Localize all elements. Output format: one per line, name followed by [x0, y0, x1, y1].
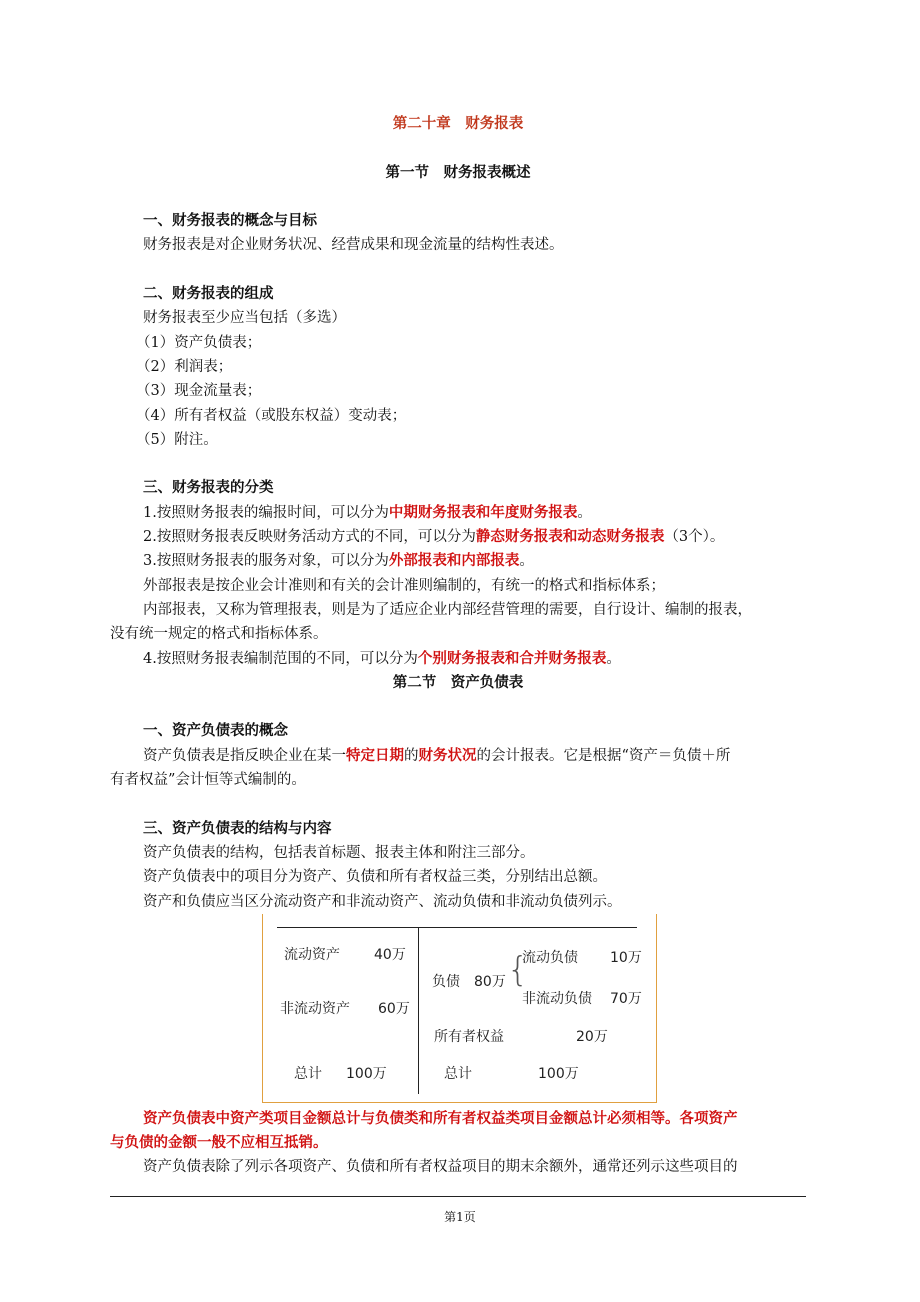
paragraph [110, 744, 806, 768]
assets-total-label: 总计 [294, 1065, 322, 1082]
highlight: 中期财务报表和年度财务报表 [388, 504, 578, 521]
paragraph: 财务报表是对企业财务状况、经营成果和现金流量的结构性表述。 [143, 237, 564, 254]
heading: 一、资产负债表的概念 [143, 723, 288, 740]
list-item: （1）资产负债表； [136, 334, 262, 351]
highlight: 个别财务报表和合并财务报表 [417, 650, 607, 667]
text: 的会计报表。它是根据“资产＝负债＋所 [476, 747, 731, 764]
equity-value: 20万 [576, 1028, 608, 1045]
heading: 三、资产负债表的结构与内容 [143, 820, 332, 837]
noncurrent-assets-label: 非流动资产 [280, 1000, 350, 1017]
text: 的 [404, 747, 419, 764]
noncurrent-liab-label: 非流动负债 [522, 990, 592, 1007]
chapter-title: 第二十章 财务报表 [392, 116, 524, 132]
emphasis-paragraph: 资产负债表中资产类项目金额总计与负债类和所有者权益类项目金额总计必须相等。各项资产 [143, 1110, 738, 1127]
list-item: （4）所有者权益（或股东权益）变动表； [136, 407, 407, 424]
current-assets-value: 40万 [374, 946, 406, 963]
paragraph-continued: 有者权益”会计恒等式编制的。 [110, 772, 306, 789]
highlight: 外部报表和内部报表 [388, 553, 520, 570]
current-assets-label: 流动资产 [284, 946, 340, 963]
brace-icon: { [507, 949, 529, 990]
paragraph: 资产负债表中的项目分为资产、负债和所有者权益三类，分别结出总额。 [143, 869, 607, 886]
section-title: 第一节 财务报表概述 [385, 164, 531, 181]
paragraph-continued: 没有统一规定的格式和指标体系。 [110, 626, 328, 643]
heading: 二、财务报表的组成 [143, 286, 274, 303]
paragraph: 财务报表至少应当包括（多选） [143, 310, 346, 327]
paragraph: 资产负债表除了列示各项资产、负债和所有者权益项目的期末余额外，通常还列示这些项目的 [143, 1159, 738, 1176]
current-liab-value: 10万 [610, 949, 642, 966]
highlight: 特定日期 [346, 747, 404, 764]
liabilities-value: 80万 [474, 973, 506, 990]
paragraph: 资产和负债应当区分流动资产和非流动资产、流动负债和非流动负债列示。 [143, 893, 622, 910]
equity-label: 所有者权益 [434, 1028, 504, 1045]
text: 2.按照财务报表反映财务活动方式的不同，可以分为 [143, 529, 476, 546]
highlight: 财务状况 [418, 747, 477, 764]
text: 资产负债表是指反映企业在某一 [143, 747, 346, 764]
emphasis-paragraph-continued: 与负债的金额一般不应相互抵销。 [110, 1135, 328, 1152]
paragraph: 内部报表，又称为管理报表，则是为了适应企业内部经营管理的需要，自行设计、编制的报表， [143, 601, 752, 618]
text: 。 [606, 650, 621, 667]
highlight: 静态财务报表和动态财务报表 [475, 529, 665, 546]
list-item: （2）利润表； [136, 358, 233, 375]
noncurrent-liab-value: 70万 [610, 990, 642, 1007]
text: （3个）。 [664, 529, 725, 546]
text: 。 [519, 553, 534, 570]
text: 。 [577, 504, 592, 521]
text: 4.按照财务报表编制范围的不同，可以分为 [143, 650, 418, 667]
document-body [110, 112, 806, 1180]
figure-divider [418, 927, 419, 1094]
footer-rule [110, 1196, 806, 1197]
paragraph [110, 525, 806, 549]
noncurrent-assets-value: 60万 [378, 1000, 410, 1017]
liabilities-label: 负债 [432, 973, 460, 990]
paragraph [110, 647, 806, 671]
list-item: （3）现金流量表； [136, 383, 262, 400]
paragraph [110, 501, 806, 525]
current-liab-label: 流动负债 [522, 949, 578, 966]
heading: 三、财务报表的分类 [143, 480, 274, 497]
text: 3.按照财务报表的服务对象，可以分为 [143, 553, 389, 570]
text: 1.按照财务报表的编报时间，可以分为 [143, 504, 389, 521]
balance-sheet-figure [262, 914, 657, 1107]
assets-total-value: 100万 [346, 1065, 387, 1082]
right-total-label: 总计 [444, 1065, 472, 1082]
section-title: 第二节 资产负债表 [392, 674, 524, 691]
paragraph [110, 549, 806, 573]
figure-top-rule [277, 927, 637, 928]
right-total-value: 100万 [538, 1065, 579, 1082]
paragraph: 资产负债表的结构，包括表首标题、报表主体和附注三部分。 [143, 844, 535, 861]
page-number: 第1页 [444, 1210, 476, 1224]
paragraph: 外部报表是按企业会计准则和有关的会计准则编制的，有统一的格式和指标体系； [143, 577, 665, 594]
heading: 一、财务报表的概念与目标 [143, 213, 317, 230]
list-item: （5）附注。 [136, 431, 218, 448]
